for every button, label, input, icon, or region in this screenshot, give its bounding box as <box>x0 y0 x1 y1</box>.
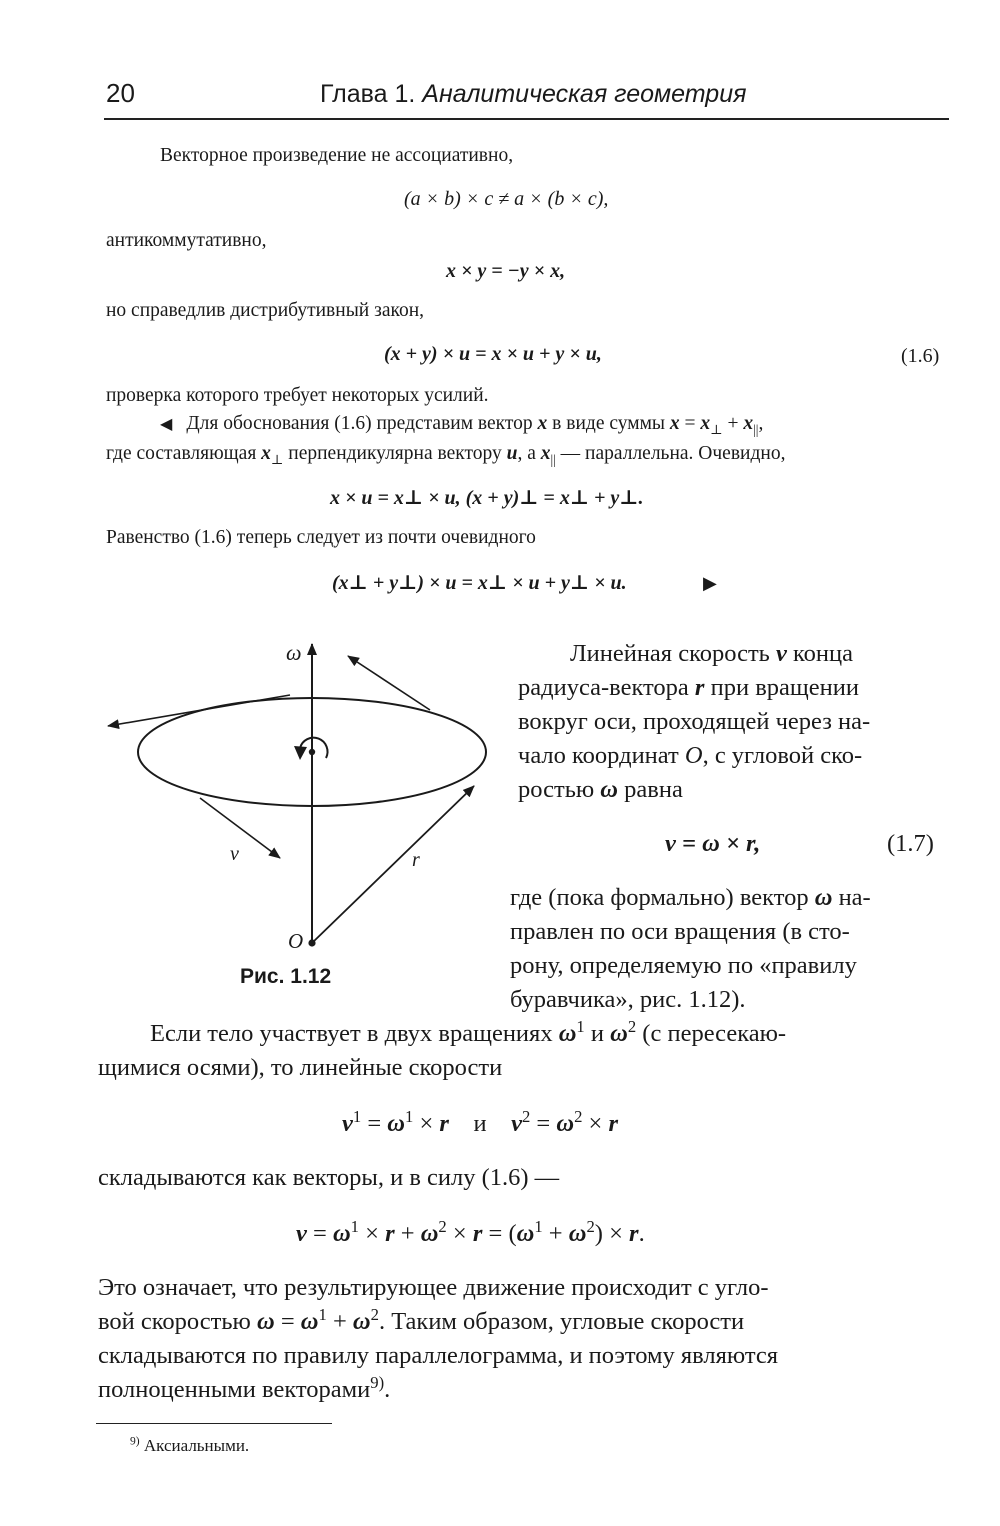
text-line-9: буравчика», рис. 1.12). <box>510 986 746 1013</box>
paragraph-5: Равенство (1.6) теперь следует из почти очевидного <box>106 527 536 548</box>
label-r: r <box>412 849 420 871</box>
text-line-2: радиуса-вектора r при вращении <box>518 674 859 701</box>
paragraph-3: но справедлив дистрибутивный закон, <box>106 300 425 321</box>
text-line-4: чало координат O, с угловой ско- <box>518 742 863 769</box>
equation-2: x × y = −y × x, <box>446 260 566 282</box>
text-line-12: складываются как векторы, и в силу (1.6) — <box>98 1164 560 1191</box>
proof-start-marker: ◀ <box>160 416 173 433</box>
footnote-rule <box>96 1423 332 1424</box>
rotation-arrowhead <box>294 746 307 760</box>
text-line-11: щимися осями), то линейные скорости <box>98 1054 503 1081</box>
equation-6: v = ω × r, <box>665 830 761 857</box>
text-line-6: где (пока формально) вектор ω на- <box>510 884 871 911</box>
tangent-arrow-left <box>108 695 290 726</box>
paragraph-4: проверка которого требует некоторых усилий. <box>106 385 489 406</box>
text-line-1: Линейная скорость v конца <box>570 640 853 667</box>
figure-1-12 <box>100 630 510 960</box>
equation-7: $v^1 = \omega^1 \times r$ и $v^2 = \omega^2 \times r$ <box>342 1106 619 1137</box>
figure-caption: Рис. 1.12 <box>240 965 332 988</box>
equation-5: (x⊥ + y⊥) × u = x⊥ × u + y⊥ × u. <box>332 572 627 594</box>
velocity-arrow-v <box>200 798 280 858</box>
text-line-14: вой скоростью $\omega = \omega^1 + \omega^2$. Таким образом, угловые скорости <box>98 1304 745 1335</box>
proof-line-1: ◀ Для обоснования (1.6) представим вектор x в виде суммы $x = x_\perp + x_{||}$, <box>160 413 764 437</box>
text-line-10: Если тело участвует в двух вращениях $\omega^1$ и $\omega^2$ (с пересекаю- <box>150 1016 787 1047</box>
equation-8: $v = \omega^1 \times r + \omega^2 \times r = (\omega^1 + \omega^2) \times r$. <box>296 1216 645 1247</box>
text-line-3: вокруг оси, проходящей через на- <box>518 708 871 735</box>
equation-1: (a × b) × c ≠ a × (b × c), <box>404 188 609 210</box>
origin-point <box>308 939 315 946</box>
text-line-16: полноценными векторами$^{9)}$. <box>98 1372 391 1403</box>
label-v: v <box>230 843 239 865</box>
text-line-8: рону, определяемую по «правилу <box>510 952 857 979</box>
tangent-arrow-top <box>348 656 430 710</box>
proof-end-marker: ▶ <box>703 573 717 593</box>
axis-center-dot <box>309 749 315 755</box>
text-line-13: Это означает, что результирующее движение происходит с угло- <box>98 1274 769 1301</box>
text-line-15: складываются по правилу параллелограмма, и поэтому являются <box>98 1342 779 1369</box>
chapter-title: Аналитическая геометрия <box>422 80 747 108</box>
running-header <box>320 80 746 109</box>
footnote-text: Аксиальными. <box>143 1436 250 1455</box>
proof-line-2: где составляющая $x_\perp$ перпендикулярна вектору u, а $x_{||}$ — параллельна. Очевидно, <box>106 443 786 467</box>
header-rule <box>104 118 949 120</box>
chapter-label: Глава 1. <box>320 80 416 108</box>
equation-number-1-6: (1.6) <box>901 345 940 367</box>
footnote <box>130 1436 249 1456</box>
label-omega: ω <box>286 640 302 665</box>
label-origin: O <box>288 929 304 953</box>
text-line-7: правлен по оси вращения (в сто- <box>510 918 850 945</box>
paragraph-2: антикоммутативно, <box>106 230 267 251</box>
equation-4: x × u = x⊥ × u, (x + y)⊥ = x⊥ + y⊥. <box>330 487 644 509</box>
footnote-mark: 9) <box>130 1434 140 1448</box>
footnote-ref[interactable]: 9) <box>370 1372 385 1392</box>
equation-number-1-7: (1.7) <box>887 830 934 857</box>
text-line-5: ростью ω равна <box>518 776 683 803</box>
radius-vector-r <box>312 786 474 943</box>
page-number: 20 <box>106 78 135 108</box>
equation-3: (x + y) × u = x × u + y × u, <box>384 343 602 365</box>
paragraph-1: Векторное произведение не ассоциативно, <box>160 145 514 166</box>
